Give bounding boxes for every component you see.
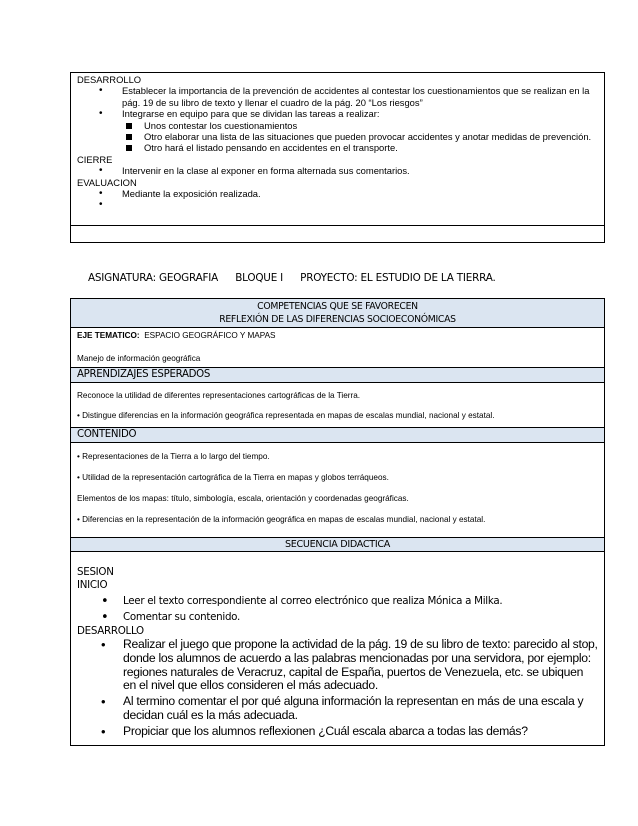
evaluacion-list	[77, 188, 598, 211]
cierre-item: • Intervenir en la clase al exponer en forma alternada sus comentarios.	[77, 165, 598, 176]
evaluacion-item-empty	[77, 199, 598, 210]
proyecto-label: PROYECTO: EL ESTUDIO DE LA TIERRA.	[300, 272, 496, 284]
secuencia-row	[71, 551, 604, 745]
inicio-item: • Comentar su contenido.	[77, 611, 598, 624]
contenido-item: • Representaciones de la Tierra a lo largo del tiempo.	[77, 452, 270, 461]
contenido-item: • Utilidad de la representación cartográfica de la Tierra en mapas y globos terráqueos.	[77, 473, 389, 482]
contenido-item: Elementos de los mapas: título, simbología, escala, orientación y coordenadas geográficas.	[77, 494, 409, 503]
desarrollo-label: DESARROLLO	[77, 624, 144, 637]
aprendizajes-header: APRENDIZAJES ESPERADOS	[71, 367, 604, 382]
inicio-label: INICIO	[77, 579, 108, 592]
aprendizajes-row	[71, 382, 604, 427]
sesion-label: SESION	[77, 566, 114, 578]
desarrollo-heading: DESARROLLO	[77, 74, 142, 85]
contenido-row	[71, 442, 604, 537]
secuencia-desarrollo-list	[77, 638, 598, 739]
secuencia-desarrollo-item: • Realizar el juego que propone la actividad de la pág. 19 de su libro de texto: parecido al stop, donde los alumnos de acuerdo a las palabras mencionadas por una servidora, por ejemplo: regiones naturales de Veracruz, capital de España, puertos de Venezuela, etc. se ubiquen en el nivel que ellos consideren el más adecuado.	[77, 638, 598, 693]
evaluacion-heading: EVALUACION	[77, 176, 137, 188]
competencias-value: REFLEXIÓN DE LAS DIFERENCIAS SOCIOECONÓMICAS	[219, 314, 456, 325]
inicio-list	[77, 595, 598, 625]
contenido-item: • Diferencias en la representación de la información geográfica en mapas de escalas mundial, nacional y estatal.	[77, 515, 486, 524]
team-task-item: Otro elaborar una lista de las situaciones que pueden provocar accidentes y anotar medidas de prevención.	[122, 131, 598, 142]
manejo-text: Manejo de información geográfica	[77, 354, 201, 363]
team-task-item: Unos contestar los cuestionamientos	[122, 120, 598, 131]
secuencia-desarrollo-item: • Al termino comentar el por qué alguna información la representan en más de una escala y decidan cuál es la más adecuada.	[77, 695, 598, 723]
subject-heading	[88, 272, 510, 284]
secuencia-desarrollo-item: • Propiciar que los alumnos reflexionen ¿Cuál escala abarca a todas las demás?	[77, 725, 598, 739]
competencias-title: COMPETENCIAS QUE SE FAVORECEN	[257, 301, 418, 312]
aprendizaje-item: • Distingue diferencias en la información geográfica representada en mapas de escalas mundial, nacional y estatal.	[77, 411, 495, 420]
eje-label: EJE TEMATICO:	[77, 331, 140, 340]
aprendizaje-item: Reconoce la utilidad de diferentes representaciones cartográficas de la Tierra.	[77, 391, 361, 400]
asignatura-label: ASIGNATURA: GEOGRAFIA	[88, 272, 219, 284]
cierre-list	[77, 165, 598, 176]
contenido-header: CONTENIDO	[71, 427, 604, 442]
activities-table	[70, 72, 605, 243]
eje-line	[77, 330, 598, 341]
empty-row	[71, 225, 604, 242]
team-task-list	[122, 120, 598, 154]
eje-value: ESPACIO GEOGRÁFICO Y MAPAS	[144, 331, 276, 340]
secuencia-header: SECUENCIA DIDACTICA	[71, 537, 604, 551]
desarrollo-list	[77, 85, 598, 153]
cierre-heading: CIERRE	[77, 153, 113, 165]
competencias-row	[71, 299, 604, 327]
planning-table	[70, 298, 605, 746]
inicio-item: • Leer el texto correspondiente al correo electrónico que realiza Mónica a Milka.	[77, 595, 598, 608]
evaluacion-item: • Mediante la exposición realizada.	[77, 188, 598, 199]
desarrollo-item-text: Integrarse en equipo para que se dividan las tareas a realizar:	[122, 108, 380, 120]
desarrollo-item: • Establecer la importancia de la prevención de accidentes al contestar los cuestionamientos que se realizan en la pág. 19 de su libro de texto y llenar el cuadro de la pág. 20 “Los riesgos”	[77, 85, 598, 108]
bloque-label: BLOQUE I	[235, 272, 284, 284]
desarrollo-item	[77, 108, 598, 154]
activities-cell	[71, 73, 604, 225]
eje-row	[71, 327, 604, 367]
team-task-item: Otro hará el listado pensando en accidentes en el transporte.	[122, 142, 598, 153]
